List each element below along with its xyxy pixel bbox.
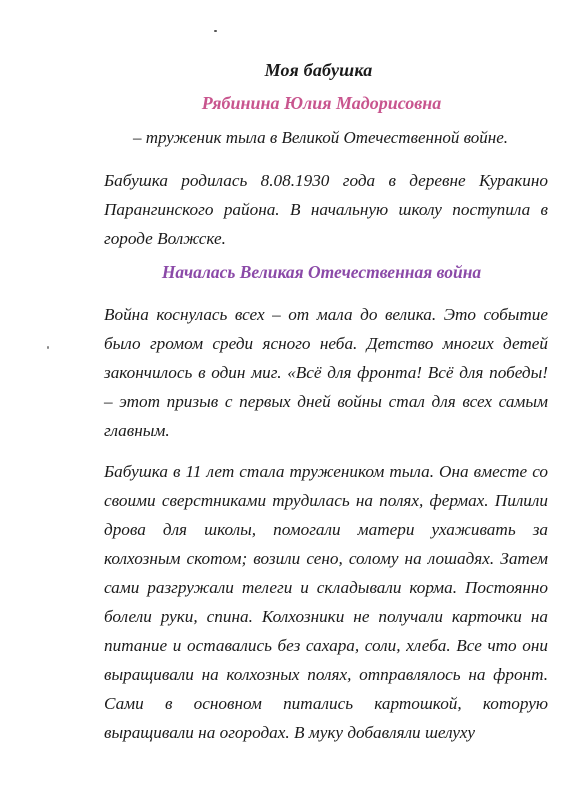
document-title: Моя бабушка — [264, 60, 373, 80]
paragraph-home-front: Бабушка в 11 лет стала тружеником тыла. Она вместе со своими сверстниками трудилась на полях, фермах. Пилили дрова для школы, помогали матери ухаживать за колхозным скотом; возили сено, солому на лошадях. Затем сами разгружали телеги и складывали корма. Постоянно болели руки, спина. Колхозники не получали карточки на питание и оставались без сахара, соли, хлеба. Все что они выращивали на колхозных полях, отправлялось на фронт. Сами в основном питались картошкой, которую выращивали на огородах. В муку добавляли шелуху — [104, 462, 548, 742]
scan-speck — [47, 346, 49, 349]
document-subtitle: – труженик тыла в Великой Отечественной войне. — [133, 128, 509, 147]
section-heading: Началась Великая Отечественная война — [161, 262, 482, 282]
paragraph-birth: Бабушка родилась 8.08.1930 года в деревне Куракино Парангинского района. В начальную школу поступила в городе Волжске. — [104, 171, 548, 248]
person-name: Рябинина Юлия Мадорисовна — [201, 93, 442, 113]
scan-speck — [214, 30, 217, 32]
paragraph-war: Война коснулась всех – от мала до велика. Это событие было громом среди ясного неба. Детство многих детей закончилось в один миг. «Всё для фронта! Всё для победы! – этот призыв с первых дней войны стал для всех самым главным. — [104, 305, 548, 440]
